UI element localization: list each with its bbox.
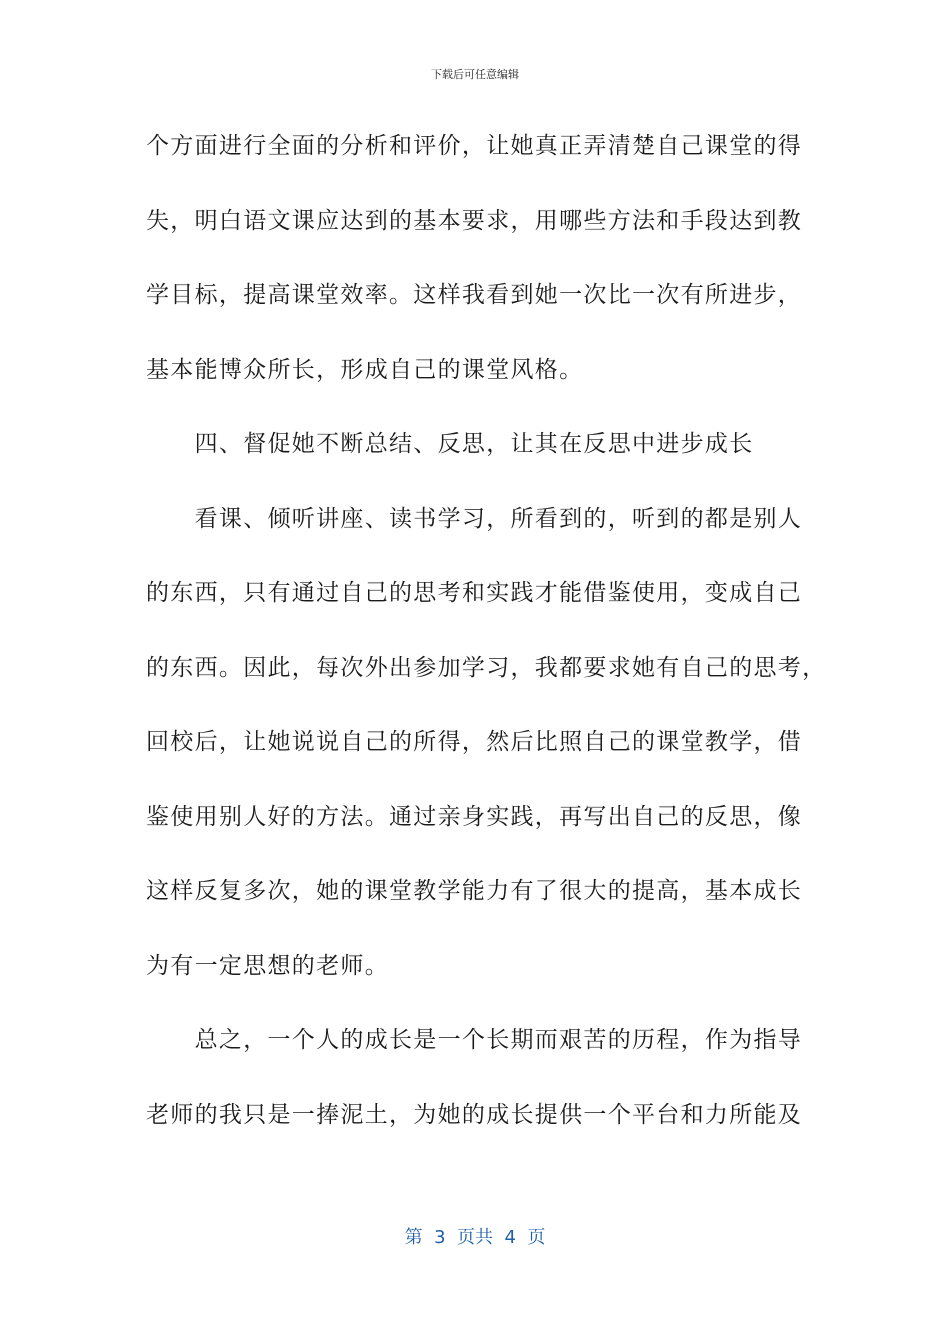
text-line: 总之，一个人的成长是一个长期而艰苦的历程，作为指导 — [146, 1027, 803, 1053]
text-line: 老师的我只是一捧泥土，为她的成长提供一个平台和力所能及 — [146, 1101, 803, 1128]
text-line: 这样反复多次，她的课堂教学能力有了很大的提高，基本成长 — [146, 878, 803, 904]
text-line: 为有一定思想的老师。 — [146, 952, 389, 979]
text-line: 基本能博众所长，形成自己的课堂风格。 — [146, 356, 584, 383]
text-line: 个方面进行全面的分析和评价，让她真正弄清楚自己课堂的得 — [146, 133, 803, 159]
text-line: 的东西，只有通过自己的思考和实践才能借鉴使用，变成自己 — [146, 580, 803, 606]
text-line: 鉴使用别人好的方法。通过亲身实践，再写出自己的反思，像 — [146, 803, 803, 830]
header-note: 下载后可任意编辑 — [431, 68, 519, 81]
text-line: 失，明白语文课应达到的基本要求，用哪些方法和手段达到教 — [146, 207, 803, 234]
page-number-footer: 第 3 页共 4 页 — [404, 1227, 546, 1248]
text-line: 的东西。因此，每次外出参加学习，我都要求她有自己的思考， — [146, 654, 827, 681]
body-text — [146, 124, 827, 1167]
text-line: 回校后，让她说说自己的所得，然后比照自己的课堂教学，借 — [146, 729, 803, 755]
text-line: 学目标，提高课堂效率。这样我看到她一次比一次有所进步， — [146, 282, 803, 308]
text-line: 看课、倾听讲座、读书学习，所看到的，听到的都是别人 — [146, 505, 803, 532]
section-heading: 四、督促她不断总结、反思，让其在反思中进步成长 — [146, 431, 754, 457]
